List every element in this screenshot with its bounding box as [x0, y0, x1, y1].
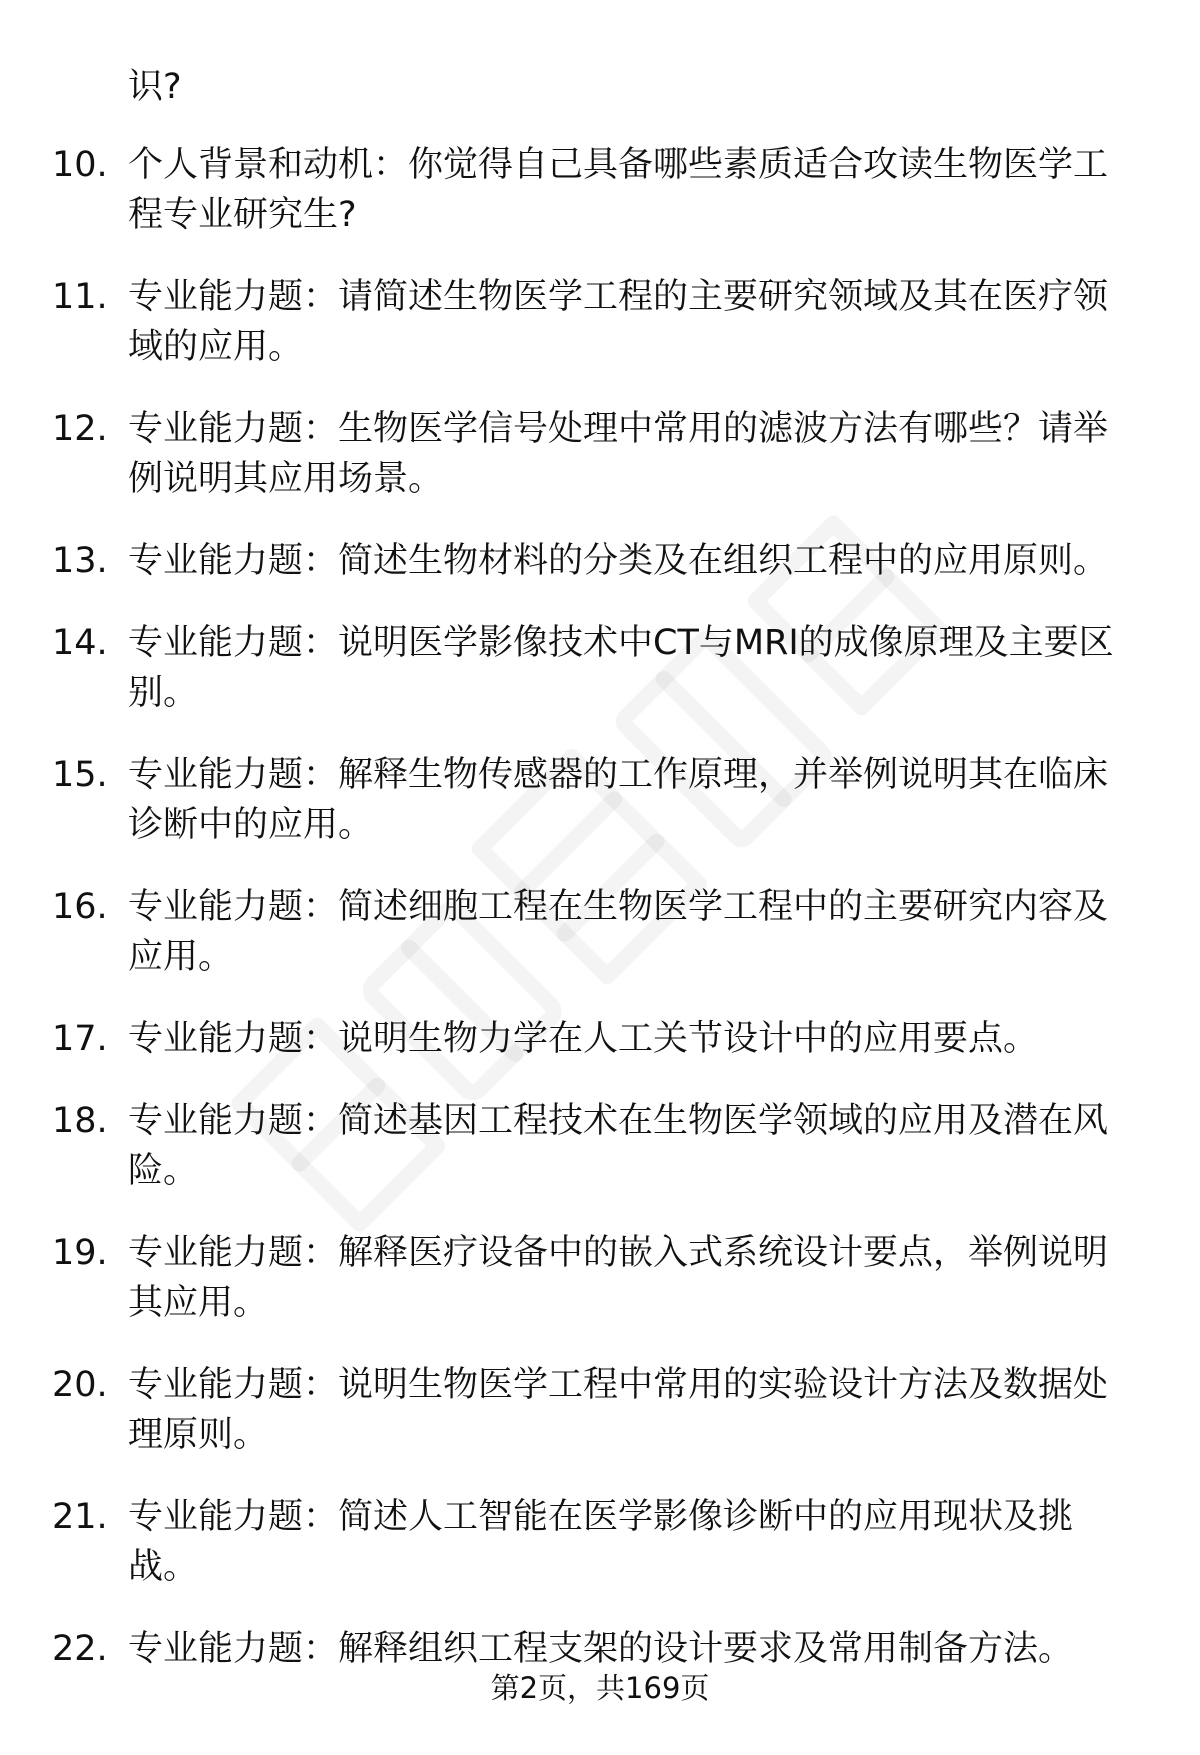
question-number: 20. [52, 1365, 108, 1405]
question-text: 专业能力题：说明医学影像技术中CT与MRI的成像原理及主要区别。 [128, 623, 1114, 713]
list-item [0, 536, 1200, 586]
question-text: 专业能力题：解释医疗设备中的嵌入式系统设计要点，举例说明其应用。 [128, 1233, 1109, 1323]
list-item [0, 404, 1200, 504]
question-text: 专业能力题：说明生物力学在人工关节设计中的应用要点。 [128, 1019, 1039, 1059]
question-text: 专业能力题：解释生物传感器的工作原理，并举例说明其在临床诊断中的应用。 [128, 755, 1109, 845]
question-number: 22. [52, 1629, 108, 1669]
question-number: 13. [52, 541, 108, 581]
question-number: 10. [52, 145, 108, 185]
question-text: 专业能力题：简述人工智能在医学影像诊断中的应用现状及挑战。 [128, 1497, 1074, 1587]
question-text: 个人背景和动机：你觉得自己具备哪些素质适合攻读生物医学工程专业研究生? [128, 145, 1109, 235]
list-item [0, 750, 1200, 850]
question-number: 14. [52, 623, 108, 663]
question-number: 17. [52, 1019, 108, 1059]
list-item [0, 272, 1200, 372]
question-text: 专业能力题：简述生物材料的分类及在组织工程中的应用原则。 [128, 541, 1109, 581]
continued-question-tail: 识? [128, 67, 182, 107]
list-item [0, 140, 1200, 240]
question-number: 18. [52, 1101, 108, 1141]
question-list [0, 140, 1200, 1706]
question-text: 专业能力题：请简述生物医学工程的主要研究领域及其在医疗领域的应用。 [128, 277, 1109, 367]
question-number: 15. [52, 755, 108, 795]
list-item [0, 1624, 1200, 1674]
list-item [0, 1360, 1200, 1460]
list-item [0, 1096, 1200, 1196]
question-text: 专业能力题：简述细胞工程在生物医学工程中的主要研究内容及应用。 [128, 887, 1109, 977]
question-number: 11. [52, 277, 108, 317]
question-number: 12. [52, 409, 108, 449]
page-footer: 第2页，共169页 [490, 1671, 710, 1705]
question-text: 专业能力题：说明生物医学工程中常用的实验设计方法及数据处理原则。 [128, 1365, 1109, 1455]
question-text: 专业能力题：生物医学信号处理中常用的滤波方法有哪些？请举例说明其应用场景。 [128, 409, 1109, 499]
question-text: 专业能力题：解释组织工程支架的设计要求及常用制备方法。 [128, 1629, 1074, 1669]
question-number: 21. [52, 1497, 108, 1537]
list-item [0, 882, 1200, 982]
list-item [0, 1228, 1200, 1328]
question-text: 专业能力题：简述基因工程技术在生物医学领域的应用及潜在风险。 [128, 1101, 1109, 1191]
list-item [0, 1492, 1200, 1592]
list-item [0, 1014, 1200, 1064]
question-number: 19. [52, 1233, 108, 1273]
list-item [0, 618, 1200, 718]
question-number: 16. [52, 887, 108, 927]
